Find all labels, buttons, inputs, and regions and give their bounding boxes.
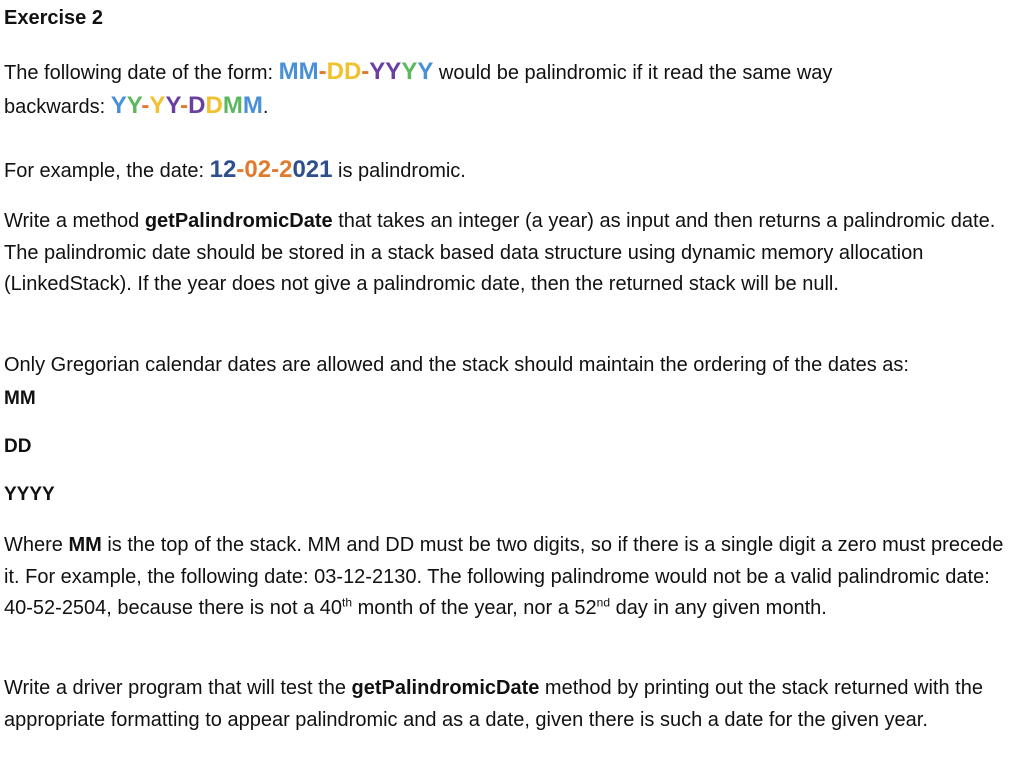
date-segment-0: 12	[209, 156, 237, 183]
backwards-char-3: Y	[149, 91, 166, 119]
backwards-char-4: Y	[165, 91, 181, 119]
backwards-char-9: M	[242, 91, 263, 119]
driver-method-name: getPalindromicDate	[351, 677, 540, 699]
method-text: Write a method	[4, 210, 145, 232]
backwards-char-0: Y	[110, 91, 127, 119]
form-char-1: M	[298, 58, 319, 85]
form-char-6: Y	[369, 58, 386, 85]
where-text-3: month of the year, nor a 52	[352, 597, 597, 619]
form-char-8: Y	[401, 58, 418, 85]
form-char-2: -	[318, 58, 327, 85]
sup-th: th	[342, 595, 353, 610]
stack-item-yyyy: YYYY	[4, 484, 55, 505]
sup-nd: nd	[596, 595, 611, 610]
intro-paragraph	[4, 56, 1018, 123]
form-char-9: Y	[417, 58, 434, 85]
stack-item-dd: DD	[4, 436, 32, 457]
where-text: Where	[4, 534, 69, 556]
date-segment-5: 021	[292, 156, 333, 183]
stack-item-mm: MM	[4, 388, 36, 409]
example-paragraph	[4, 154, 1018, 188]
date-segment-1: -	[236, 156, 245, 183]
where-text-4: day in any given month.	[610, 597, 827, 619]
example-text-2: is palindromic.	[332, 160, 466, 182]
example-text: For example, the date:	[4, 160, 210, 182]
backwards-char-2: -	[141, 91, 150, 119]
gregorian-text: Only Gregorian calendar dates are allowed and the stack should maintain the ordering of the dates as:	[4, 354, 909, 376]
form-char-4: D	[343, 58, 362, 85]
method-text-2: that takes an integer (a year) as input and then returns a palindromic date. The palindromic date should be stored in a stack based data structure using dynamic memory allocation (LinkedStack). If the year does not give a palindromic date, then the returned stack will be null.	[4, 210, 996, 295]
backwards-char-5: -	[180, 91, 189, 119]
date-segment-4: 2	[279, 156, 293, 183]
intro-end: .	[262, 95, 269, 118]
backwards-char-1: Y	[126, 91, 142, 119]
backwards-pattern	[111, 92, 263, 119]
driver-paragraph	[4, 673, 1018, 736]
driver-text: Write a driver program that will test the	[4, 677, 352, 699]
exercise-title: Exercise 2	[4, 7, 103, 29]
driver-text-2: method by printing out the stack returned with the appropriate formatting to appear palindromic and as a date, given there is such a date for the given year.	[4, 677, 983, 731]
form-char-3: D	[326, 58, 344, 85]
example-date	[210, 156, 333, 183]
backwards-char-6: D	[188, 91, 206, 119]
method-paragraph	[4, 206, 1018, 301]
backwards-char-7: D	[205, 91, 223, 119]
where-text-2: is the top of the stack. MM and DD must be two digits, so if there is a single digit a zero must precede it. For example, the following date: 03-12-2130. The following palindrome would not be a valid palindromic date: 40-52-2504, because there is not a 40	[4, 534, 1004, 619]
form-char-5: -	[361, 58, 370, 85]
intro-text-2: would be palindromic if it read the same way	[433, 62, 833, 84]
form-char-7: Y	[385, 58, 402, 85]
date-form-pattern	[279, 58, 434, 85]
intro-text-3: backwards:	[4, 95, 111, 118]
where-paragraph	[4, 530, 1018, 625]
intro-text: The following date of the form:	[4, 62, 279, 84]
method-name: getPalindromicDate	[144, 210, 333, 232]
gregorian-paragraph	[4, 350, 1018, 382]
where-mm: MM	[68, 534, 102, 556]
backwards-char-8: M	[222, 91, 243, 119]
date-segment-2: 02	[244, 156, 272, 183]
form-char-0: M	[278, 58, 299, 85]
date-segment-3: -	[271, 156, 280, 183]
